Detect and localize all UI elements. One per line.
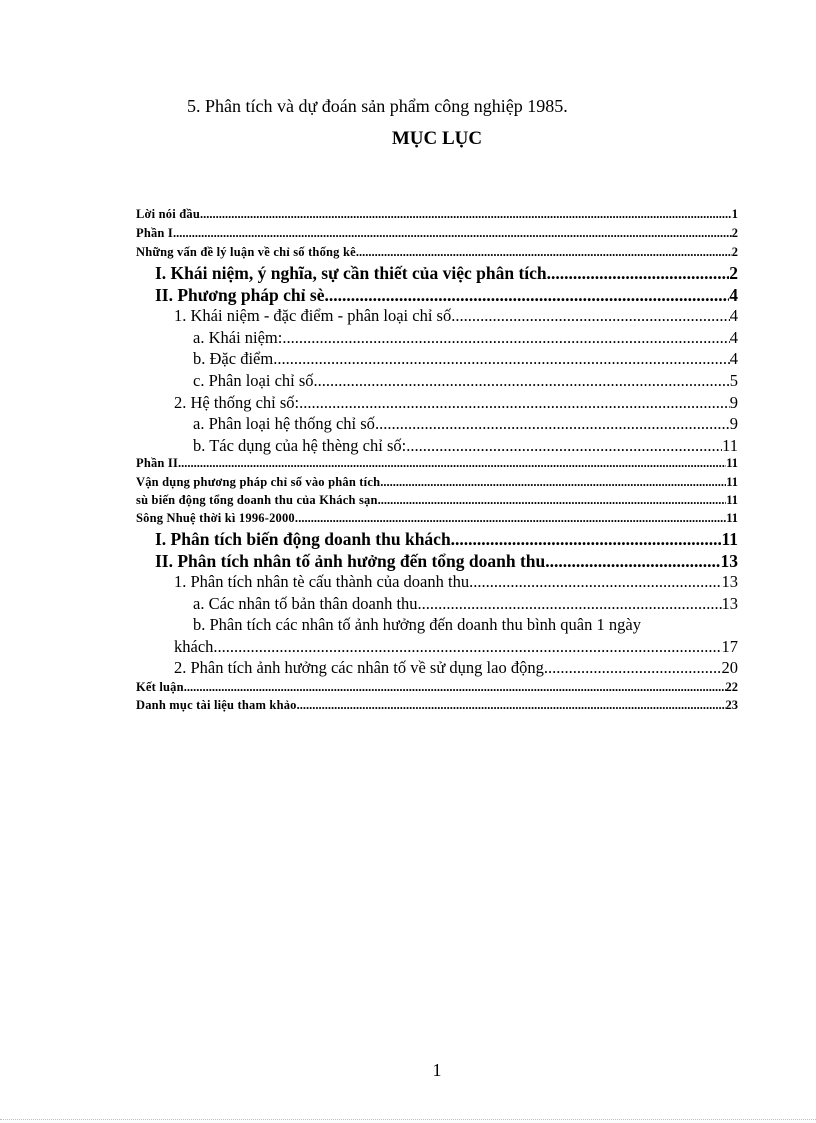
- toc-entry-tac-dung: b. Tác dụng của hệ thèng chỉ số: ..... 11: [193, 436, 738, 456]
- toc-entry-nhung-van-de: Những vấn đề lý luận về chỉ số thống kê ..... 2: [136, 245, 738, 260]
- toc-entry-song-nhue: Sông Nhuệ thời kì 1996-2000. ..... 11: [136, 511, 738, 526]
- toc-entry-nhan-to-binh-quan: [174, 614, 738, 658]
- toc-entry-su-bien-dong: sù biến động tổng doanh thu của Khách sạn ..... 11: [136, 493, 738, 508]
- toc-entry-ket-luan: Kết luận ..... 22: [136, 680, 738, 695]
- intro-line: 5. Phân tích và dự đoán sản phẩm công nghiệp 1985.: [187, 96, 568, 116]
- toc-entry-su-dung-lao-dong: 2. Phân tích ảnh hưởng các nhân tố về sử dụng lao động. ..... 20: [174, 658, 738, 678]
- toc-entry-khai-niem-dac-diem: 1. Khái niệm - đặc điểm - phân loại chỉ số ..... 4: [174, 306, 738, 326]
- toc-entry-danh-muc: Danh mục tài liệu tham khảo ..... 23: [136, 698, 738, 713]
- toc-entry-nhan-te-cau-thanh: 1. Phân tích nhân tè cấu thành của doanh thu ..... 13: [174, 572, 738, 592]
- toc-entry-line: b. Phân tích các nhân tố ảnh hưởng đến doanh thu bình quân 1 ngày: [193, 615, 641, 634]
- toc-entry-khai-niem: a. Khái niệm: ..... 4: [193, 328, 738, 348]
- toc-entry-khai-niem-y-nghia: I. Khái niệm, ý nghĩa, sự cần thiết của việc phân tích ..... 2: [155, 263, 738, 284]
- toc-entry-phan-2: Phần II ..... 11: [136, 456, 738, 471]
- toc-entry-phan-tich-nhan-to: II. Phân tích nhân tố ảnh hưởng đến tổng doanh thu ..... 13: [155, 551, 738, 572]
- page-number: 1: [432, 1060, 442, 1080]
- toc-entry-van-dung: Vận dụng phương pháp chỉ số vào phân tích ..... 11: [136, 475, 738, 490]
- toc-entry-phan-tich-bien-dong: I. Phân tích biến động doanh thu khách ..... 11: [155, 529, 738, 550]
- toc-entry-loi-noi-dau: Lời nói đầu ..... 1: [136, 207, 738, 222]
- toc-title: MỤC LỤC: [391, 128, 483, 149]
- toc-entry-line: khách. ..... 17: [174, 636, 738, 658]
- toc-entry-nhan-to-ban-than: a. Các nhân tố bản thân doanh thu. ..... 13: [193, 594, 738, 614]
- toc-entry-phan-loai-he-thong: a. Phân loại hệ thống chỉ số ..... 9: [193, 414, 738, 434]
- page-bottom-border: [0, 1119, 816, 1120]
- toc-entry-dac-diem: b. Đặc điểm ..... 4: [193, 349, 738, 369]
- toc-entry-phuong-phap: II. Phương pháp chỉ sè ..... 4: [155, 285, 738, 306]
- toc-entry-phan-loai-chi-so: c. Phân loại chỉ số ..... 5: [193, 371, 738, 391]
- toc-entry-he-thong-chi-so: 2. Hệ thống chỉ số: ..... 9: [174, 393, 738, 413]
- toc-entry-phan-1: Phần I ..... 2: [136, 226, 738, 241]
